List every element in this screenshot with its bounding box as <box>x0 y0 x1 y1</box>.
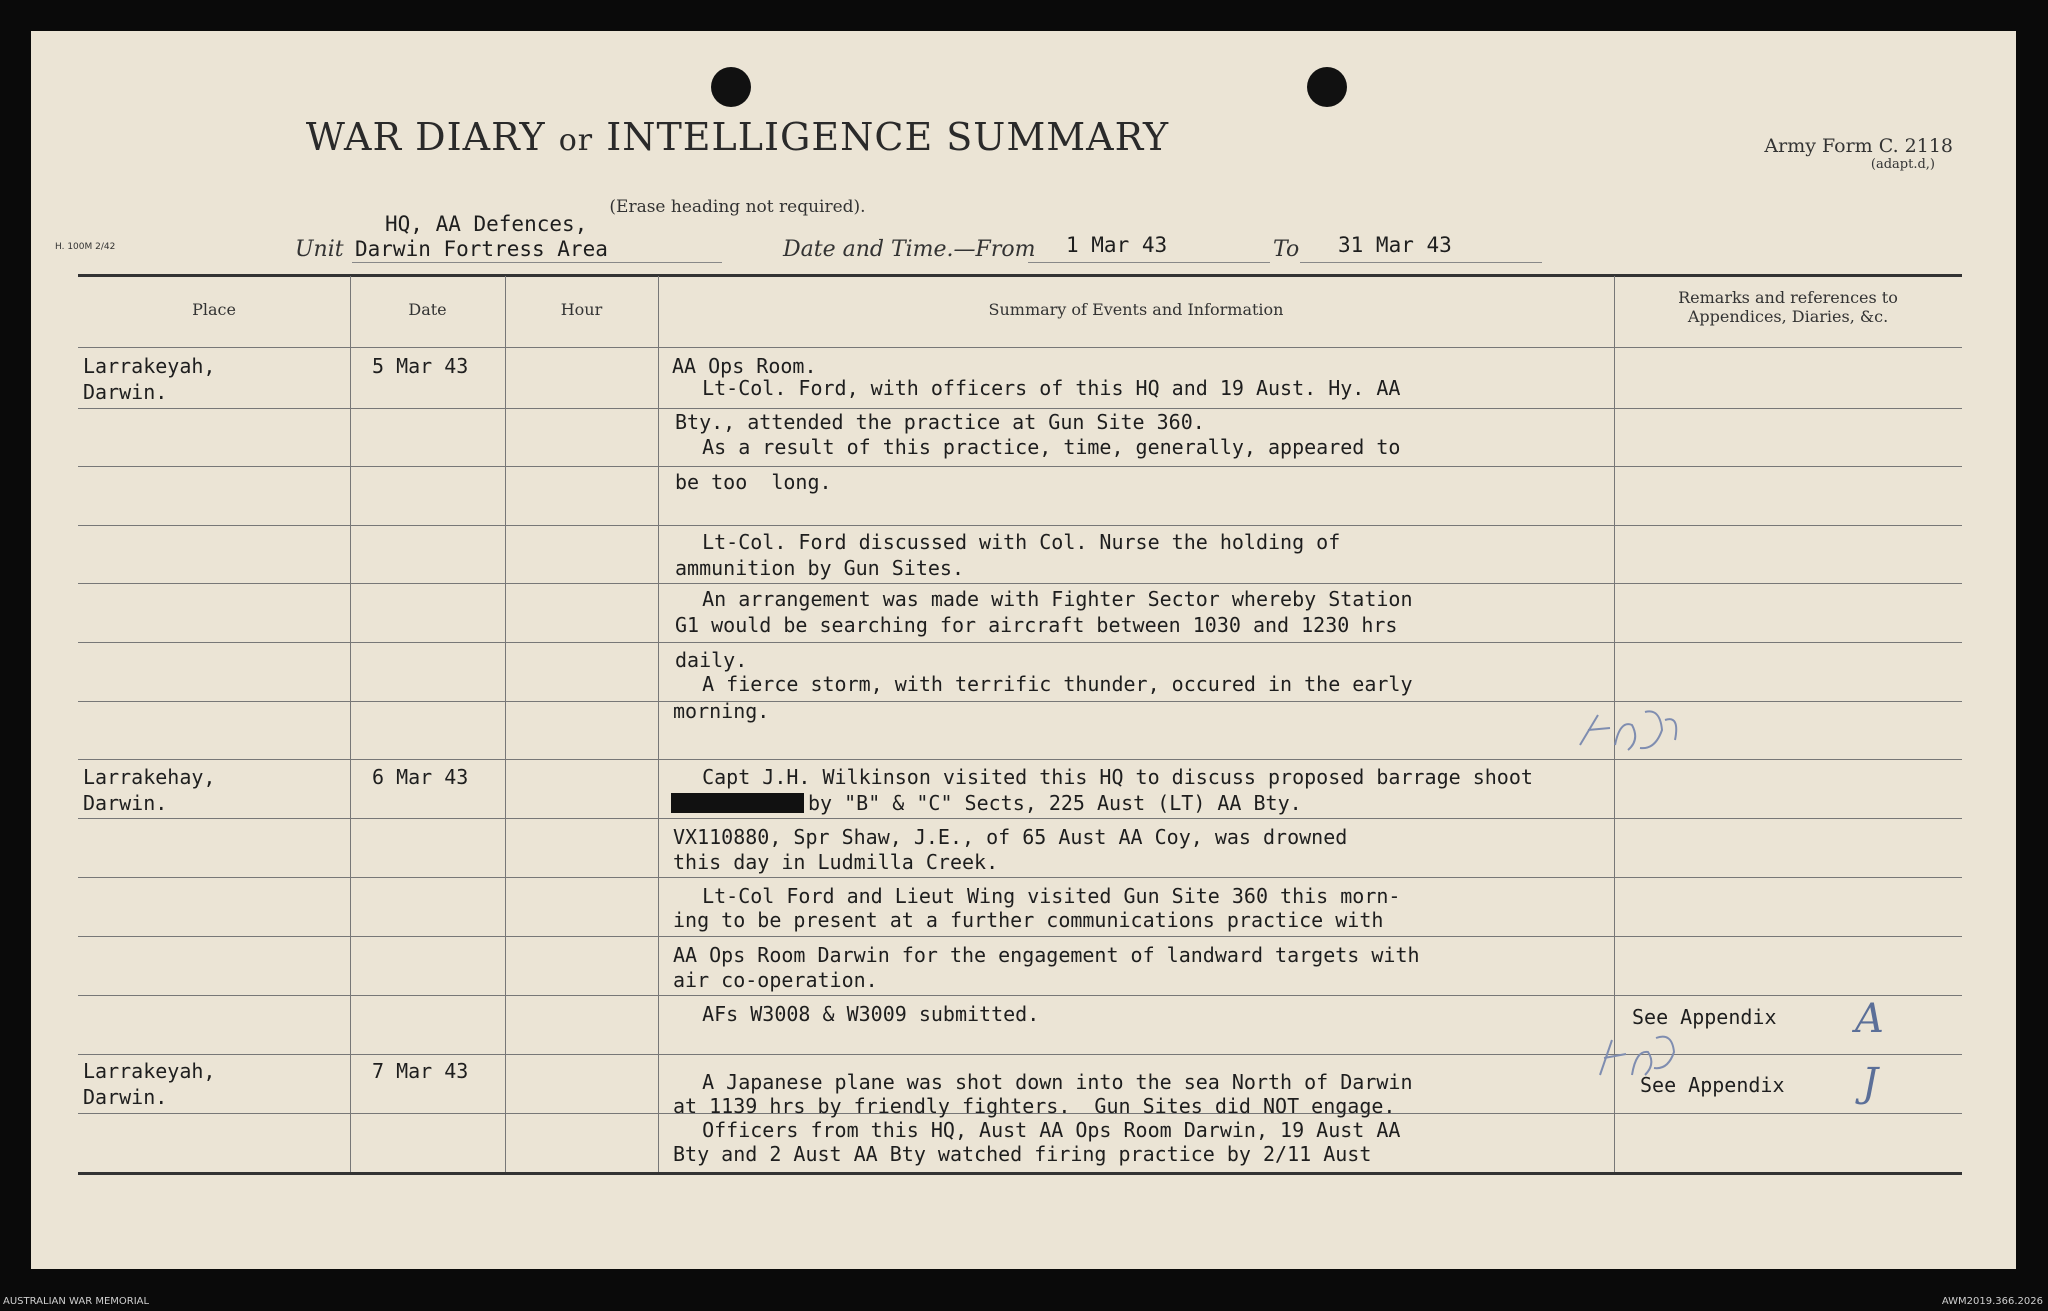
row-rule <box>78 642 1962 643</box>
footer-left: AUSTRALIAN WAR MEMORIAL <box>3 1296 150 1307</box>
summary-line: morning. <box>673 699 770 723</box>
unit-line2: Darwin Fortress Area <box>355 237 608 261</box>
date-to: 31 Mar 43 <box>1338 233 1452 257</box>
row-rule <box>78 818 1962 819</box>
summary-line: AA Ops Room Darwin for the engagement of landward targets with <box>673 943 1420 967</box>
row-rule <box>78 347 1962 348</box>
punch-hole-left <box>711 67 751 107</box>
handwritten-initials-1 <box>1570 700 1700 770</box>
summary-line: Officers from this HQ, Aust AA Ops Room Darwin, 19 Aust AA <box>678 1118 1401 1142</box>
unit-label: Unit <box>295 237 344 262</box>
date-entry-3: 7 Mar 43 <box>372 1059 469 1083</box>
punch-hole-right <box>1307 67 1347 107</box>
row-rule <box>78 525 1962 526</box>
header-place: Place <box>192 300 236 319</box>
army-form-sub: (adapt.d,) <box>1870 157 1935 172</box>
summary-line: Lt-Col Ford and Lieut Wing visited Gun Site 360 this morn- <box>678 884 1401 908</box>
unit-line1: HQ, AA Defences, <box>385 212 588 236</box>
row-rule <box>78 877 1962 878</box>
place-text: Darwin. <box>83 791 168 815</box>
summary-line: AA Ops Room. <box>672 354 817 378</box>
summary-line: A fierce storm, with terrific thunder, occured in the early <box>678 672 1413 696</box>
date-entry-2: 6 Mar 43 <box>372 765 469 789</box>
remark-see-appendix-j: See Appendix <box>1640 1073 1785 1097</box>
col-divider-place <box>350 276 351 1172</box>
form-title <box>0 115 1475 159</box>
table-top-rule <box>78 274 1962 277</box>
form-code: H. 100M 2/42 <box>55 242 116 252</box>
erase-note: (Erase heading not required). <box>609 197 866 217</box>
summary-line: ammunition by Gun Sites. <box>675 556 964 580</box>
title-or: or <box>558 123 594 158</box>
summary-line: ing to be present at a further communications practice with <box>673 908 1384 932</box>
summary-line: AFs W3008 & W3009 submitted. <box>678 1002 1040 1026</box>
army-form-label <box>1764 135 1953 172</box>
appendix-letter-a: A <box>1855 996 1884 1042</box>
title-intelligence-summary: INTELLIGENCE SUMMARY <box>606 115 1170 159</box>
summary-line: be too long. <box>675 470 832 494</box>
date-to-underline <box>1300 262 1542 263</box>
date-from-label: Date and Time.—From <box>783 237 1036 262</box>
date-to-label: To <box>1273 237 1300 262</box>
redaction-bar <box>671 793 804 813</box>
col-divider-hour <box>658 276 659 1172</box>
header-remarks <box>1614 288 1962 326</box>
row-rule <box>78 936 1962 937</box>
place-text: Larrakeyah, <box>83 354 216 378</box>
summary-line: daily. <box>675 648 748 672</box>
appendix-letter-j: J <box>1862 1060 1879 1106</box>
summary-line: at 1139 hrs by friendly fighters. Gun Sites did NOT engage. <box>673 1094 1396 1118</box>
place-text: Larrakeyah, <box>83 1059 216 1083</box>
col-divider-date <box>505 276 506 1172</box>
header-remarks-line1: Remarks and references to <box>1678 288 1898 307</box>
summary-line: Lt-Col. Ford discussed with Col. Nurse the holding of <box>678 530 1341 554</box>
place-text: Darwin. <box>83 1085 168 1109</box>
footer-right: AWM2019.366.2026 <box>1941 1296 2043 1307</box>
unit-underline <box>352 262 722 263</box>
army-form-number: Army Form C. 2118 <box>1764 135 1953 157</box>
summary-line: As a result of this practice, time, generally, appeared to <box>678 435 1401 459</box>
header-hour: Hour <box>560 300 603 319</box>
summary-line: An arrangement was made with Fighter Sector whereby Station <box>678 587 1413 611</box>
summary-line: Bty., attended the practice at Gun Site 360. <box>675 410 1205 434</box>
table-bottom-rule <box>78 1172 1962 1175</box>
title-war-diary: WAR DIARY <box>305 115 546 159</box>
summary-line: by "B" & "C" Sects, 225 Aust (LT) AA Bty. <box>808 791 1302 815</box>
row-rule <box>78 583 1962 584</box>
date-from: 1 Mar 43 <box>1066 233 1168 257</box>
summary-line: this day in Ludmilla Creek. <box>673 850 999 874</box>
summary-line: Capt J.H. Wilkinson visited this HQ to discuss proposed barrage shoot <box>678 765 1533 789</box>
place-entry-2 <box>83 764 215 816</box>
date-from-underline <box>1028 262 1270 263</box>
summary-line: air co-operation. <box>673 968 878 992</box>
place-text: Darwin. <box>83 380 168 404</box>
date-entry-1: 5 Mar 43 <box>372 354 469 378</box>
place-entry-3 <box>83 1058 215 1110</box>
summary-line: A Japanese plane was shot down into the sea North of Darwin <box>678 1070 1413 1094</box>
header-remarks-line2: Appendices, Diaries, &c. <box>1687 307 1889 326</box>
summary-line: Lt-Col. Ford, with officers of this HQ and 19 Aust. Hy. AA <box>678 376 1401 400</box>
handwritten-initials-2 <box>1590 1020 1690 1090</box>
row-rule <box>78 995 1962 996</box>
summary-line: VX110880, Spr Shaw, J.E., of 65 Aust AA Coy, was drowned <box>673 825 1348 849</box>
summary-line: G1 would be searching for aircraft between 1030 and 1230 hrs <box>675 613 1398 637</box>
remark-see-appendix-a: See Appendix <box>1632 1005 1777 1029</box>
header-summary: Summary of Events and Information <box>988 300 1284 319</box>
summary-line: Bty and 2 Aust AA Bty watched firing practice by 2/11 Aust <box>673 1142 1372 1166</box>
place-text: Larrakehay, <box>83 765 216 789</box>
place-entry-1 <box>83 353 215 405</box>
header-date: Date <box>408 300 447 319</box>
row-rule <box>78 466 1962 467</box>
